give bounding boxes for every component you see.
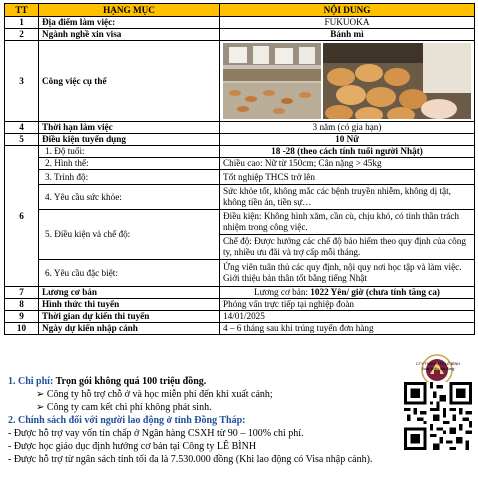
cost-heading <box>8 375 408 388</box>
age-value: 18 -28 (theo cách tính tuổi người Nhật) <box>220 146 475 158</box>
row-label-exam-date: Thời gian dự kiến thi tuyển <box>39 311 220 323</box>
row-value-exam-type: Phỏng vấn trực tiếp tại nghiệp đoàn <box>220 299 475 311</box>
cost-bullet: ➢ Công ty cam kết chi phí không phát sinh. <box>36 402 212 413</box>
salary-amount: 1022 Yên/ giờ (chưa tính tăng ca) <box>310 287 440 297</box>
row-label-job: Công việc cụ thể <box>39 41 220 122</box>
body-label: 2. Hình thể: <box>39 158 220 170</box>
row-number: 7 <box>5 287 39 299</box>
policy-item: - Được học giáo dục định hướng cơ bản tại Công ty LÊ BÌNH <box>8 441 257 452</box>
qr-code <box>404 382 472 450</box>
table-header <box>5 4 475 17</box>
policy-item: - Được hỗ trợ vay vốn tín chấp ở Ngân hàng CSXH từ 90 – 100% chi phí. <box>8 428 304 439</box>
logo-tagline: Xuất khẩu lao động <box>421 366 455 371</box>
table-row <box>5 170 475 185</box>
row-label-salary: Lương cơ bản <box>39 287 220 299</box>
row-label-entry-date: Ngày dự kiến nhập cảnh <box>39 323 220 335</box>
table-row <box>5 122 475 134</box>
notes-section <box>8 375 408 466</box>
age-label: 1. Độ tuổi: <box>39 146 220 158</box>
education-value: Tốt nghiệp THCS trở lên <box>220 170 475 185</box>
table-row <box>5 29 475 41</box>
cost-prefix: 1. Chi phí: <box>8 376 56 387</box>
row-label-location: Địa điểm làm việc: <box>39 17 220 29</box>
table-row <box>5 41 475 122</box>
row-value-conditions: 10 Nữ <box>220 134 475 146</box>
row-number: 5 <box>5 134 39 146</box>
job-photos <box>220 41 475 122</box>
row-number: 1 <box>5 17 39 29</box>
header-content: NỘI DUNG <box>220 4 475 17</box>
policy-heading: 2. Chính sách đối với người lao động ở tỉnh Đồng Tháp: <box>8 415 246 426</box>
table-row <box>5 287 475 299</box>
benefits-value: Chế độ: Được hưởng các chế độ bảo hiểm theo quy định của công ty, nhiều ưu đãi và trợ cấp mỗi tháng. <box>220 235 475 260</box>
cost-amount: Trọn gói không quá 100 triệu đồng. <box>55 376 207 387</box>
logo-company-name: CTY TNHH MTV LÊ BÌNH <box>416 362 460 366</box>
row-number: 2 <box>5 29 39 41</box>
job-info-table <box>4 3 475 335</box>
row-number: 9 <box>5 311 39 323</box>
row-number: 10 <box>5 323 39 335</box>
row-label-visa: Ngành nghề xin visa <box>39 29 220 41</box>
table-row <box>5 158 475 170</box>
row-value-entry-date: 4 – 6 tháng sau khi trúng tuyển đơn hàng <box>220 323 475 335</box>
row-value-duration: 3 năm (có gia hạn) <box>220 122 475 134</box>
row-value-visa: Bánh mì <box>220 29 475 41</box>
row-number: 8 <box>5 299 39 311</box>
special-value: Ứng viên tuân thủ các quy định, nội quy nơi học tập và làm việc. Giới thiệu bản thân tốt bằng tiếng Nhật <box>220 260 475 287</box>
health-value: Sức khỏe tốt, không mắc các bệnh truyền nhiễm, không dị tật, không tiền án, tiền sự… <box>220 185 475 210</box>
table-row <box>5 260 475 287</box>
row-label-conditions: Điều kiện tuyển dụng <box>39 134 220 146</box>
row-number: 6 <box>5 146 39 287</box>
header-item: HẠNG MỤC <box>39 4 220 17</box>
table-row <box>5 185 475 210</box>
education-label: 3. Trình độ: <box>39 170 220 185</box>
logo-caption <box>402 362 474 371</box>
salary-prefix: Lương cơ bản: <box>254 287 311 297</box>
table-row <box>5 210 475 235</box>
health-label: 4. Yêu cầu sức khỏe: <box>39 185 220 210</box>
special-label: 6. Yêu cầu đặc biệt: <box>39 260 220 287</box>
row-number: 3 <box>5 41 39 122</box>
body-value: Chiều cao: Nữ từ 150cm; Cân nặng > 45kg <box>220 158 475 170</box>
conditions-label: 5. Điều kiện và chế độ: <box>39 210 220 260</box>
conditions-value: Điều kiện: Không hình xăm, cần cù, chịu khó, có tinh thần trách nhiệm trong công việc. <box>220 210 475 235</box>
table-row <box>5 17 475 29</box>
policy-item: - Được hỗ trợ từ ngân sách tỉnh tối đa là 7.530.000 đồng (Khi lao động có Visa nhập cảnh). <box>8 454 373 465</box>
cost-bullet: ➢ Công ty hỗ trợ chỗ ở và học miễn phí đến khi xuất cảnh; <box>36 389 273 400</box>
header-tt: TT <box>5 4 39 17</box>
row-number: 4 <box>5 122 39 134</box>
table-row <box>5 134 475 146</box>
row-label-exam-type: Hình thức thi tuyển <box>39 299 220 311</box>
table-row <box>5 323 475 335</box>
table-row <box>5 299 475 311</box>
row-value-location: FUKUOKA <box>220 17 475 29</box>
table-row <box>5 146 475 158</box>
table-row <box>5 311 475 323</box>
row-value-salary <box>220 287 475 299</box>
row-label-duration: Thời hạn làm việc <box>39 122 220 134</box>
row-value-exam-date: 14/01/2025 <box>220 311 475 323</box>
bakery-photo <box>223 43 471 119</box>
